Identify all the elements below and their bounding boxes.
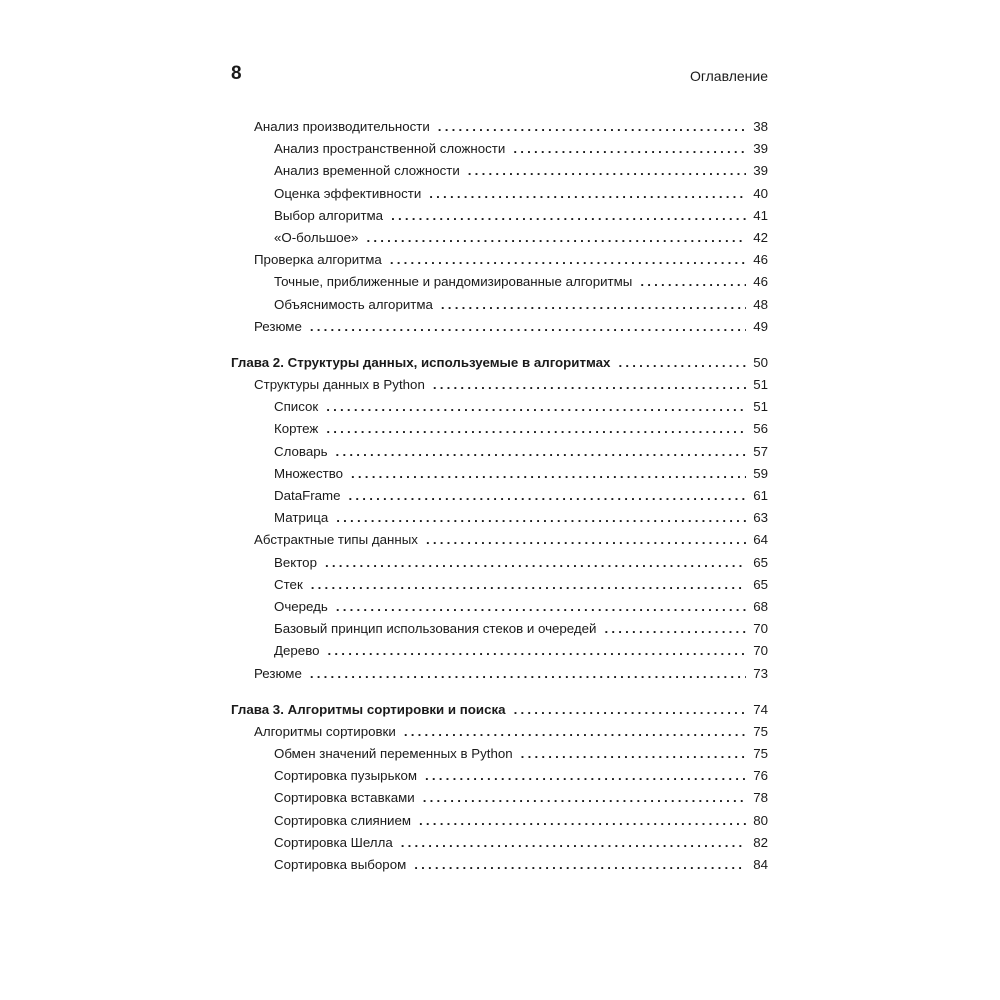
dot-leader bbox=[618, 352, 746, 374]
toc-entry bbox=[231, 271, 768, 293]
dot-leader bbox=[325, 552, 746, 574]
toc-entry-page: 39 bbox=[753, 163, 768, 179]
toc-entry bbox=[231, 596, 768, 618]
toc-entry-page: 70 bbox=[753, 621, 768, 637]
toc-entry-page: 38 bbox=[753, 119, 768, 134]
toc-entry-page: 75 bbox=[753, 723, 768, 739]
dot-leader bbox=[425, 765, 746, 787]
dot-leader bbox=[366, 227, 746, 249]
toc-entry-title: Обмен значений переменных в Python bbox=[274, 746, 513, 762]
toc-entry-title: DataFrame bbox=[274, 488, 341, 503]
dot-leader bbox=[328, 640, 746, 662]
dot-leader bbox=[326, 418, 746, 440]
toc-entry-title: Сортировка Шелла bbox=[274, 834, 393, 850]
toc-entry-title: Очередь bbox=[274, 598, 328, 614]
toc-entry-page: 65 bbox=[753, 554, 768, 570]
toc-entry-page: 59 bbox=[753, 465, 768, 481]
toc-entry bbox=[231, 249, 768, 271]
toc-entry-title: Выбор алгоритма bbox=[274, 207, 384, 223]
dot-leader bbox=[349, 485, 746, 507]
toc-entry-title: Дерево bbox=[274, 643, 320, 659]
toc-entry-page: 46 bbox=[753, 274, 768, 290]
dot-leader bbox=[433, 374, 746, 396]
toc-entry-title: Сортировка вставками bbox=[274, 790, 415, 806]
toc-entry-title: Множество bbox=[274, 465, 344, 481]
dot-leader bbox=[310, 316, 746, 338]
toc-entry-title: Анализ производительности bbox=[254, 119, 430, 134]
toc-entry-page: 51 bbox=[753, 399, 768, 415]
toc-entry-title: Сортировка слиянием bbox=[274, 812, 412, 828]
toc-entry-title: Резюме bbox=[254, 318, 302, 334]
toc-entry-title: Структуры данных в Python bbox=[254, 377, 425, 393]
toc-entry-page: 78 bbox=[753, 790, 768, 806]
toc-entry bbox=[231, 463, 768, 485]
dot-leader bbox=[426, 529, 746, 551]
toc-entry bbox=[231, 316, 768, 338]
toc-entry bbox=[231, 743, 768, 765]
toc-entry bbox=[231, 618, 768, 640]
toc-entry bbox=[231, 116, 768, 138]
toc-entry bbox=[231, 294, 768, 316]
toc-entry-page: 68 bbox=[753, 598, 768, 614]
toc-entry-page: 76 bbox=[753, 768, 768, 784]
dot-leader bbox=[401, 832, 746, 854]
toc-entry-page: 42 bbox=[753, 229, 768, 245]
toc-entry-page: 70 bbox=[753, 643, 768, 659]
toc-entry-title: Стек bbox=[274, 576, 303, 592]
toc-entry-page: 75 bbox=[753, 746, 768, 762]
toc-entry-title: Список bbox=[274, 399, 319, 415]
toc-entry-page: 39 bbox=[753, 141, 768, 157]
toc-entry bbox=[231, 160, 768, 182]
dot-leader bbox=[326, 396, 746, 418]
dot-leader bbox=[351, 463, 746, 485]
dot-leader bbox=[441, 294, 746, 316]
dot-leader bbox=[404, 721, 746, 743]
toc-entry bbox=[231, 418, 768, 440]
toc-entry-title: Вектор bbox=[274, 554, 317, 570]
toc-entry-page: 80 bbox=[753, 812, 768, 828]
toc-entry-title: Глава 2. Структуры данных, используемые в алгоритмах bbox=[231, 354, 611, 370]
toc-entry-title: Проверка алгоритма bbox=[254, 252, 382, 268]
dot-leader bbox=[513, 138, 746, 160]
toc-entry-page: 63 bbox=[753, 510, 768, 526]
toc-entry-page: 51 bbox=[753, 377, 768, 393]
dot-leader bbox=[311, 574, 746, 596]
toc-entry bbox=[231, 832, 768, 854]
toc-entry-page: 49 bbox=[753, 318, 768, 334]
toc-entry-title: Матрица bbox=[274, 510, 329, 526]
toc-entry-title: Анализ временной сложности bbox=[274, 163, 460, 179]
page-number: 8 bbox=[231, 63, 242, 84]
toc-entry-page: 65 bbox=[753, 576, 768, 592]
toc-entry-title: Кортеж bbox=[274, 421, 319, 437]
toc-entry-page: 82 bbox=[753, 834, 768, 850]
toc-entry-page: 57 bbox=[753, 443, 768, 459]
toc-entry bbox=[231, 721, 768, 743]
dot-leader bbox=[514, 699, 746, 721]
toc-entry bbox=[231, 485, 768, 507]
toc-entry bbox=[231, 396, 768, 418]
dot-leader bbox=[391, 205, 746, 227]
toc-entry bbox=[231, 663, 768, 685]
dot-leader bbox=[468, 160, 746, 182]
toc-entry bbox=[231, 507, 768, 529]
toc-entry bbox=[231, 441, 768, 463]
toc-entry-page: 40 bbox=[753, 185, 768, 201]
toc-entry-title: Точные, приближенные и рандомизированные алгоритмы bbox=[274, 274, 633, 290]
dot-leader bbox=[336, 441, 746, 463]
dot-leader bbox=[419, 810, 746, 832]
toc-entry-title: Алгоритмы сортировки bbox=[254, 723, 396, 739]
dot-leader bbox=[640, 271, 746, 293]
dot-leader bbox=[521, 743, 746, 765]
toc-entry-page: 84 bbox=[753, 857, 768, 872]
toc-entry bbox=[231, 374, 768, 396]
toc-entry-title: Глава 3. Алгоритмы сортировки и поиска bbox=[231, 701, 506, 717]
dot-leader bbox=[604, 618, 746, 640]
toc-entry bbox=[231, 552, 768, 574]
toc-entry-page: 73 bbox=[753, 665, 768, 681]
toc-entry-page: 46 bbox=[753, 252, 768, 268]
toc-entry-page: 50 bbox=[753, 354, 768, 370]
toc-entry bbox=[231, 765, 768, 787]
dot-leader bbox=[429, 183, 746, 205]
dot-leader bbox=[336, 507, 746, 529]
toc-entry bbox=[231, 138, 768, 160]
toc-entry-page: 64 bbox=[753, 532, 768, 548]
toc-entry-title: Оценка эффективности bbox=[274, 185, 422, 201]
toc-entry-title: Сортировка пузырьком bbox=[274, 768, 417, 784]
toc-entry bbox=[231, 854, 768, 876]
toc-chapter-entry bbox=[231, 699, 768, 721]
toc-entry-page: 61 bbox=[753, 488, 768, 503]
toc-entry-title: Словарь bbox=[274, 443, 328, 459]
toc-entry-page: 48 bbox=[753, 296, 768, 312]
toc-entry-title: Анализ пространственной сложности bbox=[274, 141, 506, 157]
toc-entry-page: 74 bbox=[753, 701, 768, 717]
dot-leader bbox=[414, 854, 746, 876]
toc-entry bbox=[231, 574, 768, 596]
toc-entry-page: 56 bbox=[753, 421, 768, 437]
toc-entry-page: 41 bbox=[753, 207, 768, 223]
toc-entry bbox=[231, 810, 768, 832]
running-head: Оглавление bbox=[689, 68, 768, 84]
toc-entry-title: «О-большое» bbox=[274, 229, 359, 245]
toc-entry-title: Базовый принцип использования стеков и очередей bbox=[274, 621, 597, 637]
toc-entry bbox=[231, 529, 768, 551]
dot-leader bbox=[438, 116, 746, 138]
table-of-contents bbox=[231, 116, 768, 876]
toc-entry bbox=[231, 787, 768, 809]
toc-entry bbox=[231, 183, 768, 205]
dot-leader bbox=[310, 663, 746, 685]
toc-entry-title: Абстрактные типы данных bbox=[254, 532, 418, 548]
dot-leader bbox=[336, 596, 746, 618]
toc-entry bbox=[231, 205, 768, 227]
toc-chapter-entry bbox=[231, 352, 768, 374]
toc-entry-title: Объяснимость алгоритма bbox=[274, 296, 433, 312]
toc-entry bbox=[231, 640, 768, 662]
toc-entry-title: Сортировка выбором bbox=[274, 857, 407, 872]
dot-leader bbox=[423, 787, 746, 809]
toc-entry bbox=[231, 227, 768, 249]
dot-leader bbox=[390, 249, 746, 271]
toc-entry-title: Резюме bbox=[254, 665, 302, 681]
